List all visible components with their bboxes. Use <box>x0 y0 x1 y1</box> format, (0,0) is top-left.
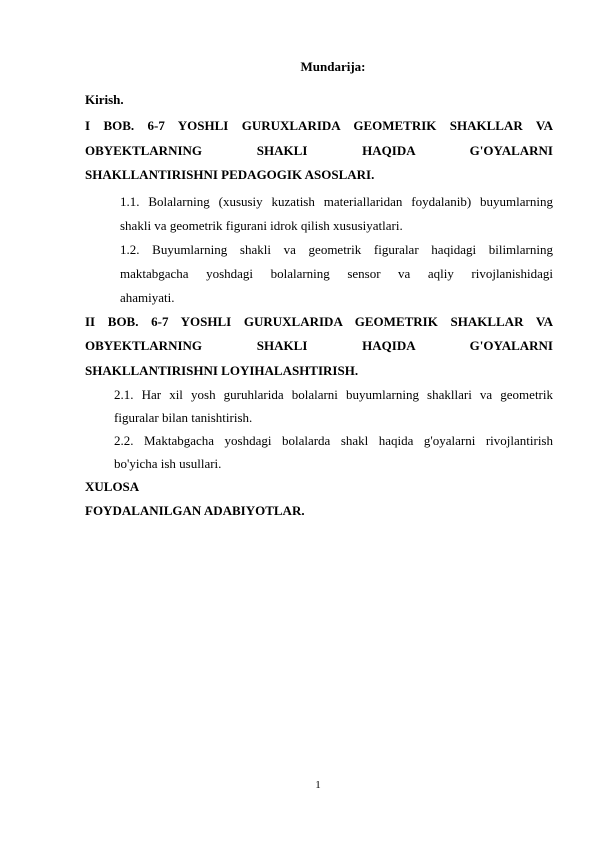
section-2-2-line: 2.2. Maktabgacha yoshdagi bolalarda shakl haqida g'oyalarni rivojlantirish <box>114 433 553 448</box>
section-1-1-line: 1.1. Bolalarning (xususiy kuzatish materiallaridan foydalanib) buyumlarning <box>120 193 553 209</box>
chapter-1-line: I BOB. 6-7 YOSHLI GURUXLARIDA GEOMETRIK SHAKLLAR VA <box>85 118 553 133</box>
toc-entry-references: FOYDALANILGAN ADABIYOTLAR. <box>85 503 305 518</box>
chapter-1-line: OBYEKTLARNING SHAKLI HAQIDA G'OYALARNI <box>85 142 553 158</box>
page-number: 1 <box>315 779 321 791</box>
toc-entry-conclusion: XULOSA <box>85 479 140 494</box>
section-1-1-line: shakli va geometrik figurani idrok qilish xususiyatlari. <box>120 217 403 233</box>
section-1-2-line: maktabgacha yoshdagi bolalarning sensor va aqliy rivojlanishidagi <box>120 265 553 281</box>
toc-entry-section-1-2 <box>85 238 553 310</box>
toc-entry-section-2-2 <box>85 429 553 475</box>
chapter-2-line: SHAKLLANTIRISHNI LOYIHALASHTIRISH. <box>85 362 359 378</box>
toc-entry-chapter-1 <box>85 114 553 188</box>
section-2-2-line: bo'yicha ish usullari. <box>114 456 222 471</box>
chapter-1-line: SHAKLLANTIRISHNI PEDAGOGIK ASOSLARI. <box>85 167 375 182</box>
chapter-2-line: II BOB. 6-7 YOSHLI GURUXLARIDA GEOMETRIK SHAKLLAR VA <box>85 313 553 329</box>
section-2-1-line: 2.1. Har xil yosh guruhlarida bolalarni buyumlarning shakllari va geometrik <box>114 387 553 402</box>
chapter-2-line: OBYEKTLARNING SHAKLI HAQIDA G'OYALARNI <box>85 338 553 353</box>
section-1-2-line: 1.2. Buyumlarning shakli va geometrik figuralar haqidagi bilimlarning <box>120 241 553 257</box>
table-of-contents <box>85 88 553 523</box>
toc-entry-intro: Kirish. <box>85 92 124 107</box>
toc-entry-section-1-1 <box>85 190 553 238</box>
section-1-2-line: ahamiyati. <box>120 289 175 305</box>
toc-entry-section-2-1 <box>85 383 553 429</box>
section-2-1-line: figuralar bilan tanishtirish. <box>114 410 253 425</box>
toc-entry-chapter-2 <box>85 310 553 384</box>
toc-title: Mundarija: <box>300 59 366 74</box>
